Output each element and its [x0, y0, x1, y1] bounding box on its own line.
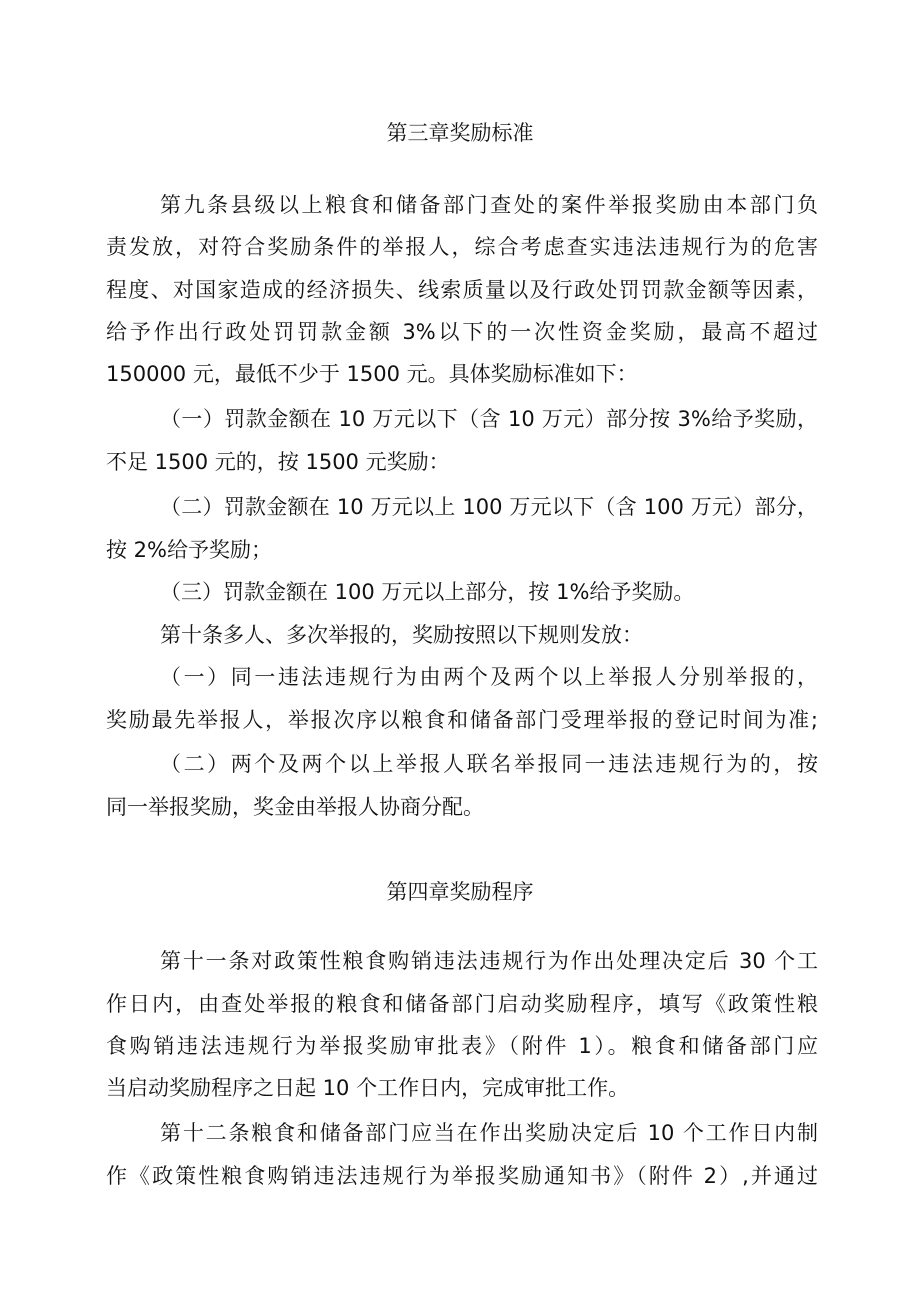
article-10-item-1-line: 奖励最先举报人，举报次序以粮食和储备部门受理举报的登记时间为准;	[106, 708, 818, 732]
article-9-line: 150000 元，最低不少于 1500 元。具体奖励标准如下：	[106, 362, 638, 386]
article-11-line: 第十一条对政策性粮食购销违法违规行为作出处理决定后 30 个工	[160, 949, 818, 973]
article-10-item-2-line: 同一举报奖励，奖金由举报人协商分配。	[106, 795, 484, 819]
article-12-line: 作《政策性粮食购销违法违规行为举报奖励通知书》（附件 2）,并通过	[106, 1164, 818, 1188]
item-2-line: （二）罚款金额在 10 万元以上 100 万元以下（含 100 万元）部分，	[160, 495, 818, 519]
article-10-item-2-line: （二）两个及两个以上举报人联名举报同一违法违规行为的，按	[160, 752, 818, 776]
chapter-3-title: 第三章奖励标准	[386, 121, 534, 145]
item-1-line: （一）罚款金额在 10 万元以下（含 10 万元）部分按 3%给予奖励，	[160, 407, 818, 431]
article-10-item-1-line: （一）同一违法违规行为由两个及两个以上举报人分别举报的，	[160, 665, 818, 689]
article-9-line: 程度、对国家造成的经济损失、线索质量以及行政处罚罚款金额等因素，	[106, 278, 818, 302]
article-11-line: 食购销违法违规行为举报奖励审批表》（附件 1）。粮食和储备部门应	[106, 1034, 818, 1058]
article-12-line: 第十二条粮食和储备部门应当在作出奖励决定后 10 个工作日内制	[160, 1121, 818, 1145]
article-11-line: 作日内，由查处举报的粮食和储备部门启动奖励程序，填写《政策性粮	[106, 992, 818, 1016]
item-1-line: 不足 1500 元的，按 1500 元奖励：	[106, 450, 450, 474]
article-9-line: 给予作出行政处罚罚款金额 3%以下的一次性资金奖励，最高不超过	[106, 320, 818, 344]
item-3-paragraph: （三）罚款金额在 100 万元以上部分，按 1%给予奖励。	[160, 580, 695, 604]
item-2-line: 按 2%给予奖励；	[106, 538, 272, 562]
article-9-line: 责发放，对符合奖励条件的举报人，综合考虑查实违法违规行为的危害	[106, 235, 818, 259]
article-9-line: 第九条县级以上粮食和储备部门查处的案件举报奖励由本部门负	[160, 193, 818, 217]
article-10-paragraph: 第十条多人、多次举报的，奖励按照以下规则发放：	[160, 623, 643, 647]
article-11-line: 当启动奖励程序之日起 10 个工作日内，完成审批工作。	[106, 1076, 630, 1100]
chapter-4-title: 第四章奖励程序	[386, 880, 534, 904]
